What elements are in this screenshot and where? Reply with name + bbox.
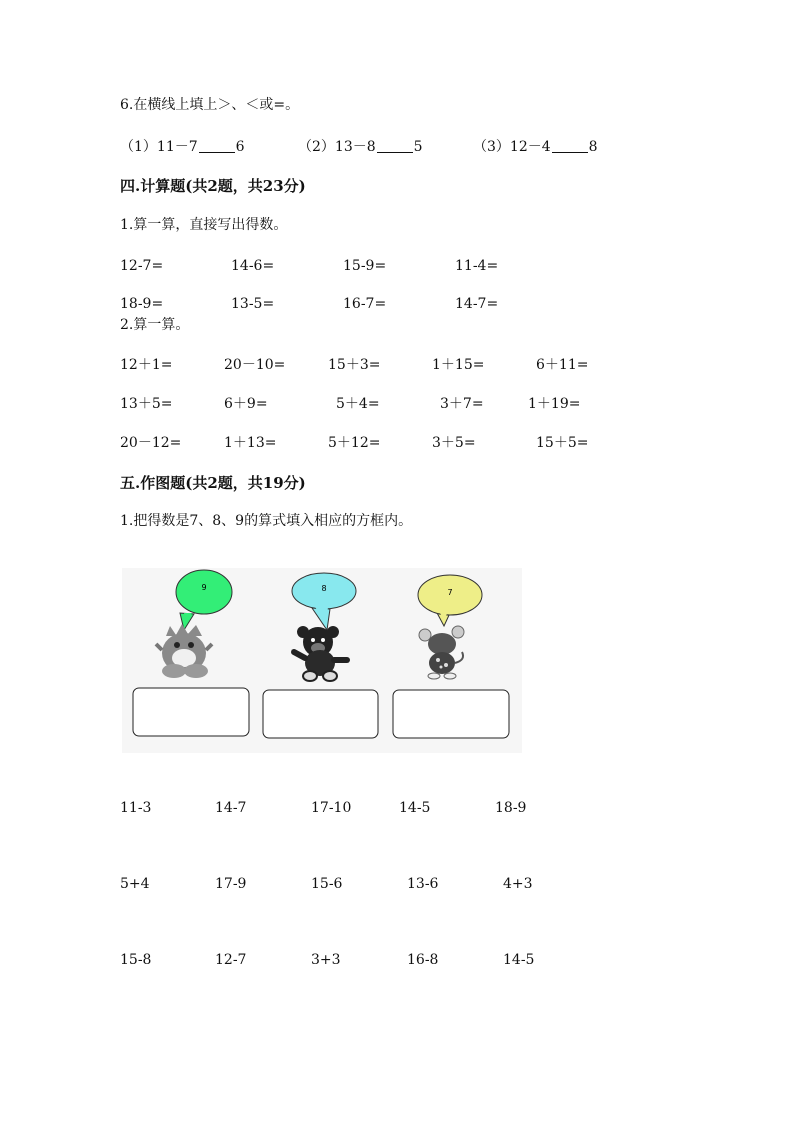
comparison-left: （3）12－4 — [473, 139, 551, 155]
expression: 18-9= — [120, 296, 164, 312]
comparison-item-3 — [473, 138, 598, 156]
speech-bubble-8 — [292, 573, 356, 630]
expression: 13-5= — [231, 296, 275, 312]
speech-bubble-9 — [176, 570, 232, 630]
expression: 16-7= — [343, 296, 387, 312]
expression: 1＋13= — [224, 435, 277, 451]
comparison-item-1 — [120, 138, 245, 156]
answer-box-7[interactable] — [393, 690, 509, 738]
expression-option[interactable]: 12-7 — [215, 952, 247, 968]
monster-illustration — [156, 624, 212, 678]
expression: 1＋15= — [432, 357, 485, 373]
expression: 14-7= — [455, 296, 499, 312]
expression: 1＋19= — [528, 396, 581, 412]
expression-option[interactable]: 18-9 — [495, 800, 527, 816]
animals-figure — [122, 568, 522, 753]
expression: 3＋5= — [432, 435, 476, 451]
expression: 6＋11= — [536, 357, 589, 373]
expression-option[interactable]: 14-5 — [503, 952, 535, 968]
expression: 6＋9= — [224, 396, 268, 412]
expression-option[interactable]: 13-6 — [407, 876, 439, 892]
expression: 13＋5= — [120, 396, 173, 412]
expression: 5＋12= — [328, 435, 381, 451]
expression-option[interactable]: 15-6 — [311, 876, 343, 892]
expression: 3＋7= — [440, 396, 484, 412]
mouse-illustration — [419, 626, 464, 679]
answer-box-8[interactable] — [263, 690, 378, 738]
expression: 15-9= — [343, 258, 387, 274]
comparison-left: （2）13－8 — [298, 139, 376, 155]
comparison-right: 8 — [588, 139, 598, 155]
section-5-heading: 五.作图题(共2题，共19分) — [120, 474, 306, 492]
section-4-heading: 四.计算题(共2题，共23分) — [120, 177, 306, 195]
speech-bubble-7 — [418, 575, 482, 626]
expression: 20－12= — [120, 435, 182, 451]
expression: 5＋4= — [336, 396, 380, 412]
expression: 20－10= — [224, 357, 286, 373]
section-4-q1-prompt: 1.算一算，直接写出得数。 — [120, 217, 288, 233]
expression-option[interactable]: 17-10 — [311, 800, 352, 816]
expression-option[interactable]: 4+3 — [503, 876, 533, 892]
bubble-number: 8 — [321, 584, 327, 593]
expression-option[interactable]: 14-7 — [215, 800, 247, 816]
answer-blank[interactable] — [377, 138, 413, 153]
expression: 15＋3= — [328, 357, 381, 373]
comparison-left: （1）11－7 — [120, 139, 198, 155]
bubble-number: 7 — [447, 588, 453, 597]
expression-option[interactable]: 3+3 — [311, 952, 341, 968]
expression-option[interactable]: 17-9 — [215, 876, 247, 892]
section-4-q2-prompt: 2.算一算。 — [120, 317, 190, 333]
expression-option[interactable]: 5+4 — [120, 876, 150, 892]
expression-option[interactable]: 16-8 — [407, 952, 439, 968]
expression: 14-6= — [231, 258, 275, 274]
section-5-q1-prompt: 1.把得数是7、8、9的算式填入相应的方框内。 — [120, 513, 413, 529]
answer-blank[interactable] — [199, 138, 235, 153]
answer-box-9[interactable] — [133, 688, 249, 736]
expression-option[interactable]: 15-8 — [120, 952, 152, 968]
expression: 15＋5= — [536, 435, 589, 451]
expression: 12-7= — [120, 258, 164, 274]
expression-option[interactable]: 14-5 — [399, 800, 431, 816]
question-6-prompt: 6.在横线上填上＞、＜或=。 — [120, 97, 300, 113]
answer-blank[interactable] — [552, 138, 588, 153]
expression: 11-4= — [455, 258, 499, 274]
bear-illustration — [294, 626, 347, 681]
expression-option[interactable]: 11-3 — [120, 800, 152, 816]
comparison-item-2 — [298, 138, 423, 156]
comparison-right: 6 — [235, 139, 245, 155]
comparison-right: 5 — [413, 139, 423, 155]
bubble-number: 9 — [201, 583, 207, 592]
expression: 12＋1= — [120, 357, 173, 373]
